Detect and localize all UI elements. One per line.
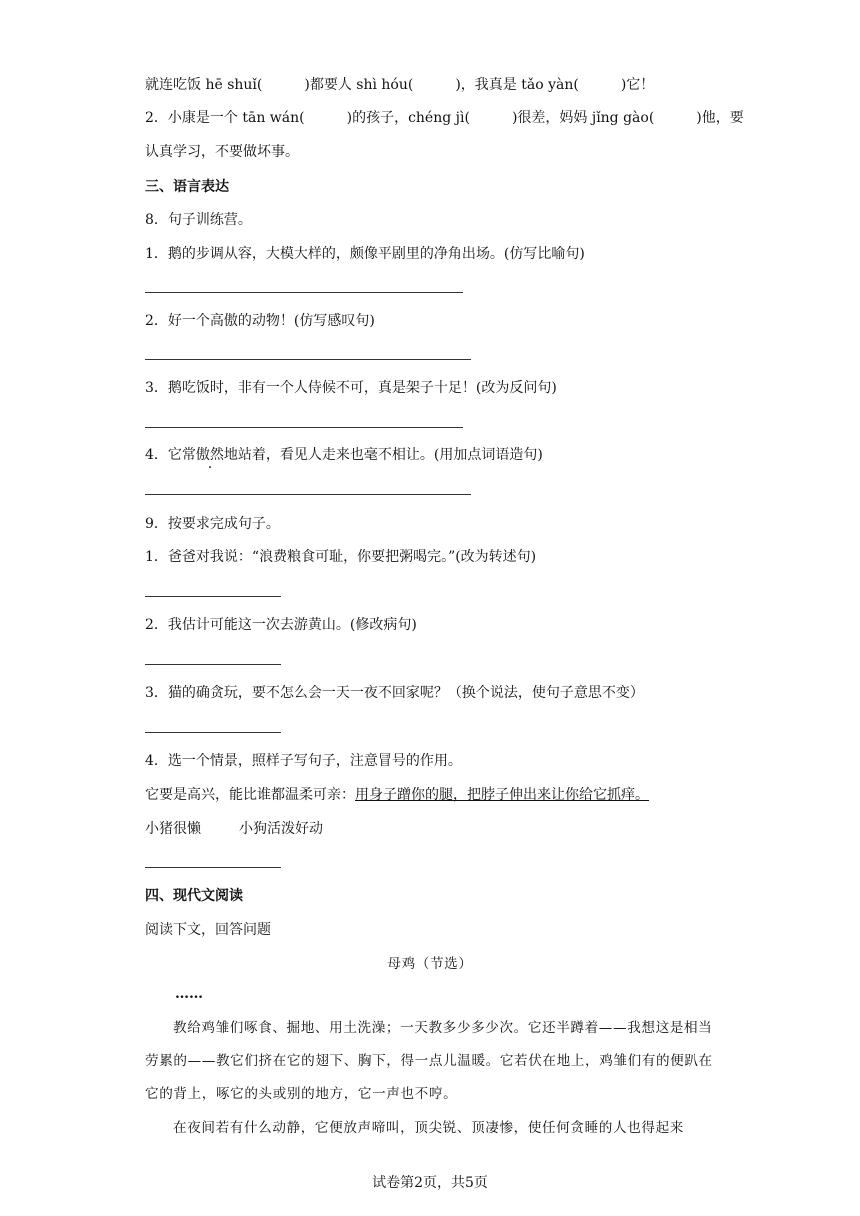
- fill-line-1: [145, 74, 654, 94]
- scenario-options: [145, 818, 323, 838]
- question-8-2: 2．好一个高傲的动物！(仿写感叹句): [145, 313, 375, 329]
- question-8-3: 3．鹅吃饭时，非有一个人侍候不可，真是架子十足！(改为反问句): [145, 380, 557, 396]
- answer-line[interactable]: [145, 867, 281, 868]
- answer-line[interactable]: [145, 292, 463, 293]
- example-sentence: [145, 784, 649, 804]
- question-9-1: 1．爸爸对我说：“浪费粮食可耻，你要把粥喝完。”(改为转述句): [145, 549, 537, 565]
- option-1: 小猪很懒: [145, 821, 201, 837]
- passage-title: 母鸡（节选）: [387, 956, 473, 972]
- option-2: 小狗活泼好动: [239, 821, 323, 837]
- text-seg: 4．它常: [145, 447, 196, 463]
- text-seg: 它要是高兴，能比谁都温柔可亲：: [145, 787, 355, 803]
- text-seg: )都要人 shì hóu(: [304, 77, 414, 93]
- passage-paragraph-2: 在夜间若有什么动静，它便放声啼叫，顶尖锐、顶凄惨，使任何贪睡的人也得起来: [173, 1120, 684, 1136]
- text-seg: 就连吃饭 hē shuǐ(: [145, 77, 263, 93]
- passage-paragraph-1: 教给鸡雏们啄食、掘地、用土洗澡；一天教多少多少次。它还半蹲着——我想这是相当劳累的——教它们挤在它的翅下、胸下，得一点儿温暖。它若伏在地上，鸡雏们有的便趴在它的背上，啄它的头或别的地方，它一声也不哼。: [145, 1020, 713, 1102]
- text-seg: )它！: [620, 77, 655, 93]
- answer-line[interactable]: [145, 427, 463, 428]
- answer-line[interactable]: [145, 596, 281, 597]
- text-seg: )，我真是 tǎo yàn(: [455, 77, 579, 93]
- text-seg: 地站着，看见人走来也毫不相让。(用加点词语造句): [223, 447, 543, 463]
- text-seg: )的孩子，chéng jì(: [346, 110, 470, 126]
- answer-line[interactable]: [145, 664, 281, 665]
- question-9-4: 4．选一个情景，照样子写句子，注意冒号的作用。: [145, 753, 462, 769]
- text-seg: )他，要: [696, 110, 744, 126]
- text-seg: )很差，妈妈 jǐng gào(: [511, 110, 655, 126]
- question-9: 9．按要求完成句子。: [145, 516, 280, 532]
- fill-line-3: 认真学习，不要做坏事。: [145, 144, 299, 160]
- section-3-heading: 三、语言表达: [145, 179, 229, 195]
- answer-line[interactable]: [145, 494, 471, 495]
- answer-line[interactable]: [145, 732, 281, 733]
- question-8-1: 1．鹅的步调从容，大模大样的，颇像平剧里的净角出场。(仿写比喻句): [145, 246, 585, 262]
- dotted-word: 傲然: [195, 447, 224, 463]
- question-8-4: [145, 444, 543, 464]
- question-9-2: 2．我估计可能这一次去游黄山。(修改病句): [145, 617, 417, 633]
- text-seg: 2．小康是一个 tān wán(: [145, 110, 305, 126]
- page-footer: 试卷第2页，共5页: [372, 1175, 488, 1191]
- reading-intro: 阅读下文，回答问题: [145, 922, 271, 938]
- question-9-3: 3．猫的确贪玩，要不怎么会一天一夜不回家呢？（换个说法，使句子意思不变）: [145, 685, 644, 701]
- fill-line-2: [145, 107, 744, 127]
- answer-line[interactable]: [145, 359, 471, 360]
- ellipsis: ……: [175, 986, 203, 1002]
- underlined-example: 用身子蹭你的腿，把脖子伸出来让你给它抓痒。: [355, 787, 649, 803]
- question-8: 8．句子训练营。: [145, 212, 252, 228]
- section-4-heading: 四、现代文阅读: [145, 888, 243, 904]
